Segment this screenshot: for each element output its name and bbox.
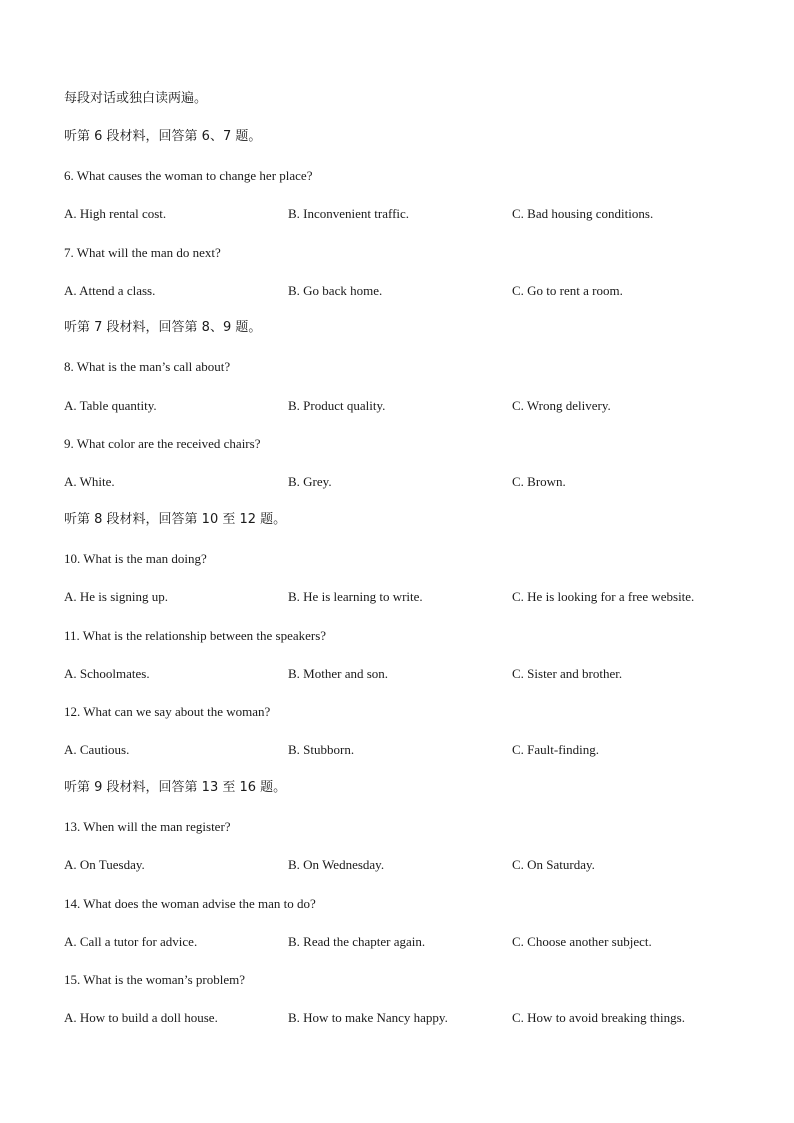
- question-8: 8. What is the man’s call about?: [64, 359, 231, 374]
- option-b: B. He is learning to write.: [288, 589, 423, 604]
- option-b: B. Mother and son.: [288, 666, 389, 681]
- option-b: B. On Wednesday.: [288, 857, 385, 872]
- option-c: C. Fault-finding.: [512, 742, 600, 757]
- option-c: C. Brown.: [512, 474, 566, 489]
- question-11: 11. What is the relationship between the speakers?: [64, 628, 327, 643]
- option-b: B. Go back home.: [288, 283, 383, 298]
- option-c: C. Choose another subject.: [512, 934, 652, 949]
- option-b: B. Product quality.: [288, 398, 386, 413]
- section-header: 听第 8 段材料，回答第 10 至 12 题。: [64, 512, 287, 527]
- question-7: 7. What will the man do next?: [64, 245, 221, 260]
- option-c: C. Wrong delivery.: [512, 398, 611, 413]
- section-header: 听第 9 段材料，回答第 13 至 16 题。: [64, 780, 287, 795]
- question-15: 15. What is the woman’s problem?: [64, 972, 246, 987]
- question-13: 13. When will the man register?: [64, 819, 231, 834]
- option-c: C. On Saturday.: [512, 857, 595, 872]
- option-b: B. Inconvenient traffic.: [288, 206, 410, 221]
- option-c: C. How to avoid breaking things.: [512, 1010, 685, 1025]
- option-b: B. How to make Nancy happy.: [288, 1010, 448, 1025]
- question-9: 9. What color are the received chairs?: [64, 436, 261, 451]
- option-a: A. Call a tutor for advice.: [64, 934, 198, 949]
- option-c: C. He is looking for a free website.: [512, 589, 695, 604]
- option-a: A. On Tuesday.: [64, 857, 145, 872]
- option-c: C. Bad housing conditions.: [512, 206, 654, 221]
- question-10: 10. What is the man doing?: [64, 551, 207, 566]
- section-header: 听第 6 段材料，回答第 6、7 题。: [64, 129, 262, 144]
- option-b: B. Stubborn.: [288, 742, 355, 757]
- intro-text: 每段对话或独白读两遍。: [64, 91, 208, 106]
- option-a: A. Table quantity.: [64, 398, 157, 413]
- option-a: A. White.: [64, 474, 115, 489]
- option-a: A. He is signing up.: [64, 589, 168, 604]
- section-header: 听第 7 段材料，回答第 8、9 题。: [64, 320, 262, 335]
- question-12: 12. What can we say about the woman?: [64, 704, 271, 719]
- option-a: A. How to build a doll house.: [64, 1010, 218, 1025]
- option-c: C. Sister and brother.: [512, 666, 623, 681]
- option-b: B. Read the chapter again.: [288, 934, 426, 949]
- option-b: B. Grey.: [288, 474, 332, 489]
- question-14: 14. What does the woman advise the man to do?: [64, 896, 316, 911]
- option-a: A. High rental cost.: [64, 206, 167, 221]
- option-a: A. Attend a class.: [64, 283, 156, 298]
- question-6: 6. What causes the woman to change her place?: [64, 168, 313, 183]
- option-c: C. Go to rent a room.: [512, 283, 623, 298]
- option-a: A. Cautious.: [64, 742, 130, 757]
- option-a: A. Schoolmates.: [64, 666, 150, 681]
